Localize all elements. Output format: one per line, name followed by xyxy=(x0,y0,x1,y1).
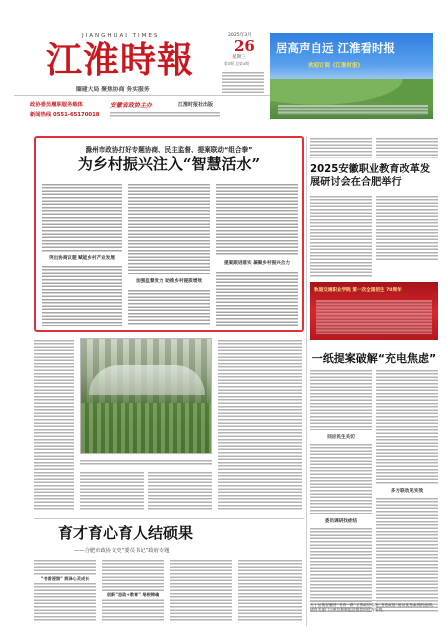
lead-col1-text1 xyxy=(42,182,122,252)
bottom-col1 xyxy=(34,558,96,622)
right-top-text-a xyxy=(310,136,372,158)
lead-headline: 为乡村振兴注入“智慧活水” xyxy=(77,155,261,173)
mid-section xyxy=(34,336,304,514)
photo-greenhouse xyxy=(89,365,205,395)
masthead-pinyin: JIANGHUAI TIMES xyxy=(82,33,160,39)
mid-left-col xyxy=(34,338,74,510)
right-mid-text-e xyxy=(376,496,438,612)
hotline: 新闻热线 0551-65170018 xyxy=(30,112,100,118)
masthead-rule xyxy=(14,95,270,96)
lead-subhead-3: 提案跟进落实 凝聚乡村振兴合力 xyxy=(224,261,290,266)
photo-crops xyxy=(81,403,211,453)
date-fineprint xyxy=(222,70,264,96)
ad-banner xyxy=(270,33,433,119)
lead-col2-text2 xyxy=(128,288,210,326)
bottom-subhead-2: 创新”思政+教育” 培根铸魂 xyxy=(102,592,164,598)
lead-kicker: 滁州市政协打好专题协商、民主监督、提案联动“组合拳” xyxy=(85,146,253,154)
right-top-ad xyxy=(310,282,438,340)
right-mid-text-a xyxy=(310,368,372,430)
mid-col-b xyxy=(148,470,212,510)
right-mid-subhead-2: 委员调研找症结 xyxy=(324,519,358,524)
bottom-col3 xyxy=(170,558,232,622)
right-top-headline: 2025安徽职业教育改革发展研讨会在合肥举行 xyxy=(310,164,431,188)
right-top-text-c xyxy=(310,194,372,278)
banner-subtext: 欢迎订阅《江淮时报》 xyxy=(308,63,364,69)
bottom-col4 xyxy=(238,558,302,622)
lead-col3-text1 xyxy=(216,182,298,256)
date-line: 2025年3月 xyxy=(228,33,252,38)
date-weekday: 星期三 xyxy=(232,55,246,60)
lead-story xyxy=(34,136,304,332)
right-top-ad-fineprint xyxy=(316,300,432,334)
issue-small: 第3期 总第4期 xyxy=(224,61,250,66)
banner-title: 居高声自远 江淮看时报 xyxy=(276,41,396,55)
org-line: 政协委员履职服务载体 xyxy=(30,102,83,108)
bottom-headline: 育才育心育人结硕果 xyxy=(58,524,194,542)
lead-col2-text1 xyxy=(128,182,210,274)
mid-col-a xyxy=(80,470,144,510)
bottom-subhead-1: “书香浸润” 润泽心灵成长 xyxy=(34,576,96,582)
right-mid-text-d xyxy=(376,368,438,484)
footer-notice-text: 关于征集安徽省“书香一路”全省政协系统“书香政协”建设优秀案例的通知。请有关部门与单位积极报送推荐的优秀案例。 xyxy=(310,603,436,612)
footer-notice xyxy=(310,600,438,626)
bottom-story xyxy=(34,518,304,626)
masthead-fineprint xyxy=(110,110,220,118)
bottom-subheadline: ——合肥市政协文史“委员书记”政府专题 xyxy=(74,548,170,554)
banner-caption xyxy=(278,105,428,115)
masthead-title: 江淮時報 xyxy=(46,39,195,81)
masthead xyxy=(0,0,447,124)
right-top-text-b xyxy=(376,136,438,158)
news-photo xyxy=(80,338,212,454)
lead-col3-text2 xyxy=(216,270,298,326)
right-mid-subhead-1: 回应民生关切 xyxy=(327,435,355,440)
right-mid-story xyxy=(310,350,438,625)
right-column-rule xyxy=(306,136,307,626)
right-mid-text-b xyxy=(310,442,372,514)
logo-text: 江淮时报社出版 xyxy=(178,102,214,108)
right-top-ad-text: 轨道交通职业学院 第一次全国招生 70周年 xyxy=(314,288,402,293)
lead-subhead-1: 突出协商议题 赋能乡村产业发展 xyxy=(49,256,115,261)
date-day: 26 xyxy=(234,37,255,55)
lead-col1-text2 xyxy=(42,264,122,326)
bottom-col2 xyxy=(102,558,164,622)
date-block xyxy=(222,32,267,96)
photo-caption xyxy=(80,458,212,466)
right-mid-subhead-3: 多方联动见实效 xyxy=(390,489,424,494)
mid-right-col xyxy=(218,338,302,510)
right-top-text-d xyxy=(376,194,438,260)
masthead-tagline: 圈建大局 聚焦协商 务实服务 xyxy=(76,87,150,93)
right-mid-headline: 一纸提案破解“充电焦虑” xyxy=(311,352,437,365)
right-top-story xyxy=(310,136,438,346)
lead-subhead-2: 加强监督发力 助推乡村提质增效 xyxy=(136,279,202,284)
publisher-logo: 安徽省政协主办 xyxy=(110,102,153,109)
bottom-rule xyxy=(34,518,304,519)
